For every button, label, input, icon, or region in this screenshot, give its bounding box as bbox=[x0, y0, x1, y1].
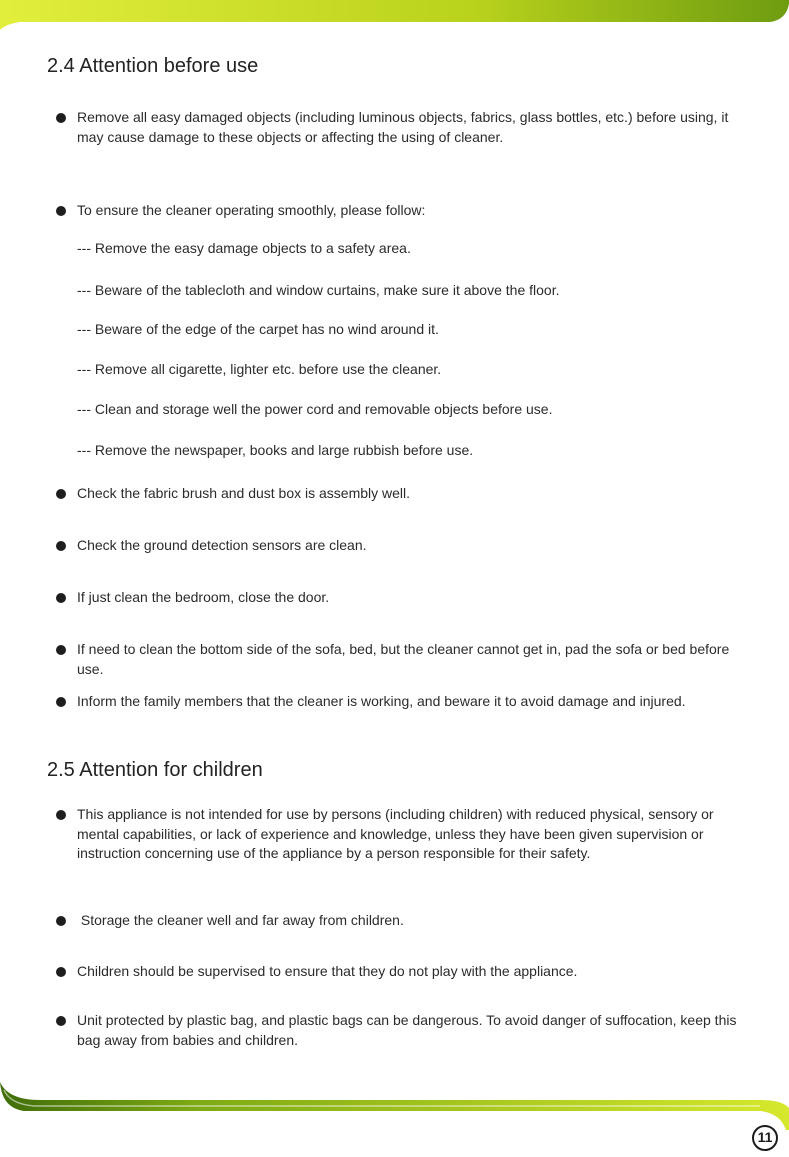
bullet-item bbox=[56, 536, 756, 556]
bullet-icon bbox=[56, 541, 66, 551]
bullet-text: Unit protected by plastic bag, and plastic bags can be dangerous. To avoid danger of suffocation, keep this bag away from babies and children. bbox=[77, 1012, 737, 1048]
sub-list-item: --- Remove the newspaper, books and large rubbish before use. bbox=[77, 442, 474, 458]
sub-list-item: --- Remove the easy damage objects to a safety area. bbox=[77, 240, 411, 256]
bullet-text: To ensure the cleaner operating smoothly, please follow: bbox=[77, 202, 426, 218]
sub-list-item: --- Clean and storage well the power cord and removable objects before use. bbox=[77, 401, 553, 417]
sub-list-item: --- Beware of the tablecloth and window curtains, make sure it above the floor. bbox=[77, 282, 560, 298]
bottom-frame-bar bbox=[0, 1082, 789, 1130]
bullet-text: Storage the cleaner well and far away from children. bbox=[77, 912, 404, 928]
bullet-text: Check the ground detection sensors are clean. bbox=[77, 537, 367, 553]
bullet-icon bbox=[56, 1016, 66, 1026]
bullet-icon bbox=[56, 810, 66, 820]
bullet-text: Inform the family members that the cleaner is working, and beware it to avoid damage and injured. bbox=[77, 693, 686, 709]
bullet-text: Check the fabric brush and dust box is assembly well. bbox=[77, 485, 411, 501]
bullet-icon bbox=[56, 697, 66, 707]
bullet-item bbox=[56, 911, 756, 931]
bullet-icon bbox=[56, 113, 66, 123]
bullet-icon bbox=[56, 206, 66, 216]
section-heading-attention-before-use: 2.4 Attention before use bbox=[47, 55, 259, 77]
bullet-item bbox=[56, 588, 756, 608]
bullet-icon bbox=[56, 593, 66, 603]
bullet-text: If need to clean the bottom side of the sofa, bed, but the cleaner cannot get in, pad the sofa or bed before use. bbox=[77, 641, 730, 677]
sub-list-item: --- Beware of the edge of the carpet has no wind around it. bbox=[77, 321, 439, 337]
bullet-item bbox=[56, 201, 756, 221]
bullet-item bbox=[56, 640, 756, 679]
sub-list-item: --- Remove all cigarette, lighter etc. before use the cleaner. bbox=[77, 361, 442, 377]
top-frame-bar bbox=[0, 0, 789, 36]
bullet-item bbox=[56, 805, 756, 864]
bullet-item bbox=[56, 1011, 756, 1050]
bullet-item bbox=[56, 692, 756, 712]
bullet-text: If just clean the bedroom, close the door. bbox=[77, 589, 330, 605]
bullet-icon bbox=[56, 645, 66, 655]
bullet-icon bbox=[56, 916, 66, 926]
bullet-icon bbox=[56, 489, 66, 499]
bullet-item bbox=[56, 484, 756, 504]
page-number: 11 bbox=[752, 1125, 778, 1151]
bullet-text: Children should be supervised to ensure that they do not play with the appliance. bbox=[77, 963, 578, 979]
section-heading-attention-for-children: 2.5 Attention for children bbox=[47, 759, 263, 781]
bullet-item bbox=[56, 962, 756, 982]
bullet-text: Remove all easy damaged objects (including luminous objects, fabrics, glass bottles, etc.) before using, it may cause damage to these objects or affecting the using of cleaner. bbox=[77, 109, 729, 145]
bullet-text: This appliance is not intended for use by persons (including children) with reduced physical, sensory or mental capabilities, or lack of experience and knowledge, unless they have been given supervision or instruction concerning use of the appliance by a person responsible for their safety. bbox=[77, 806, 714, 861]
bullet-item bbox=[56, 108, 756, 147]
bullet-icon bbox=[56, 967, 66, 977]
